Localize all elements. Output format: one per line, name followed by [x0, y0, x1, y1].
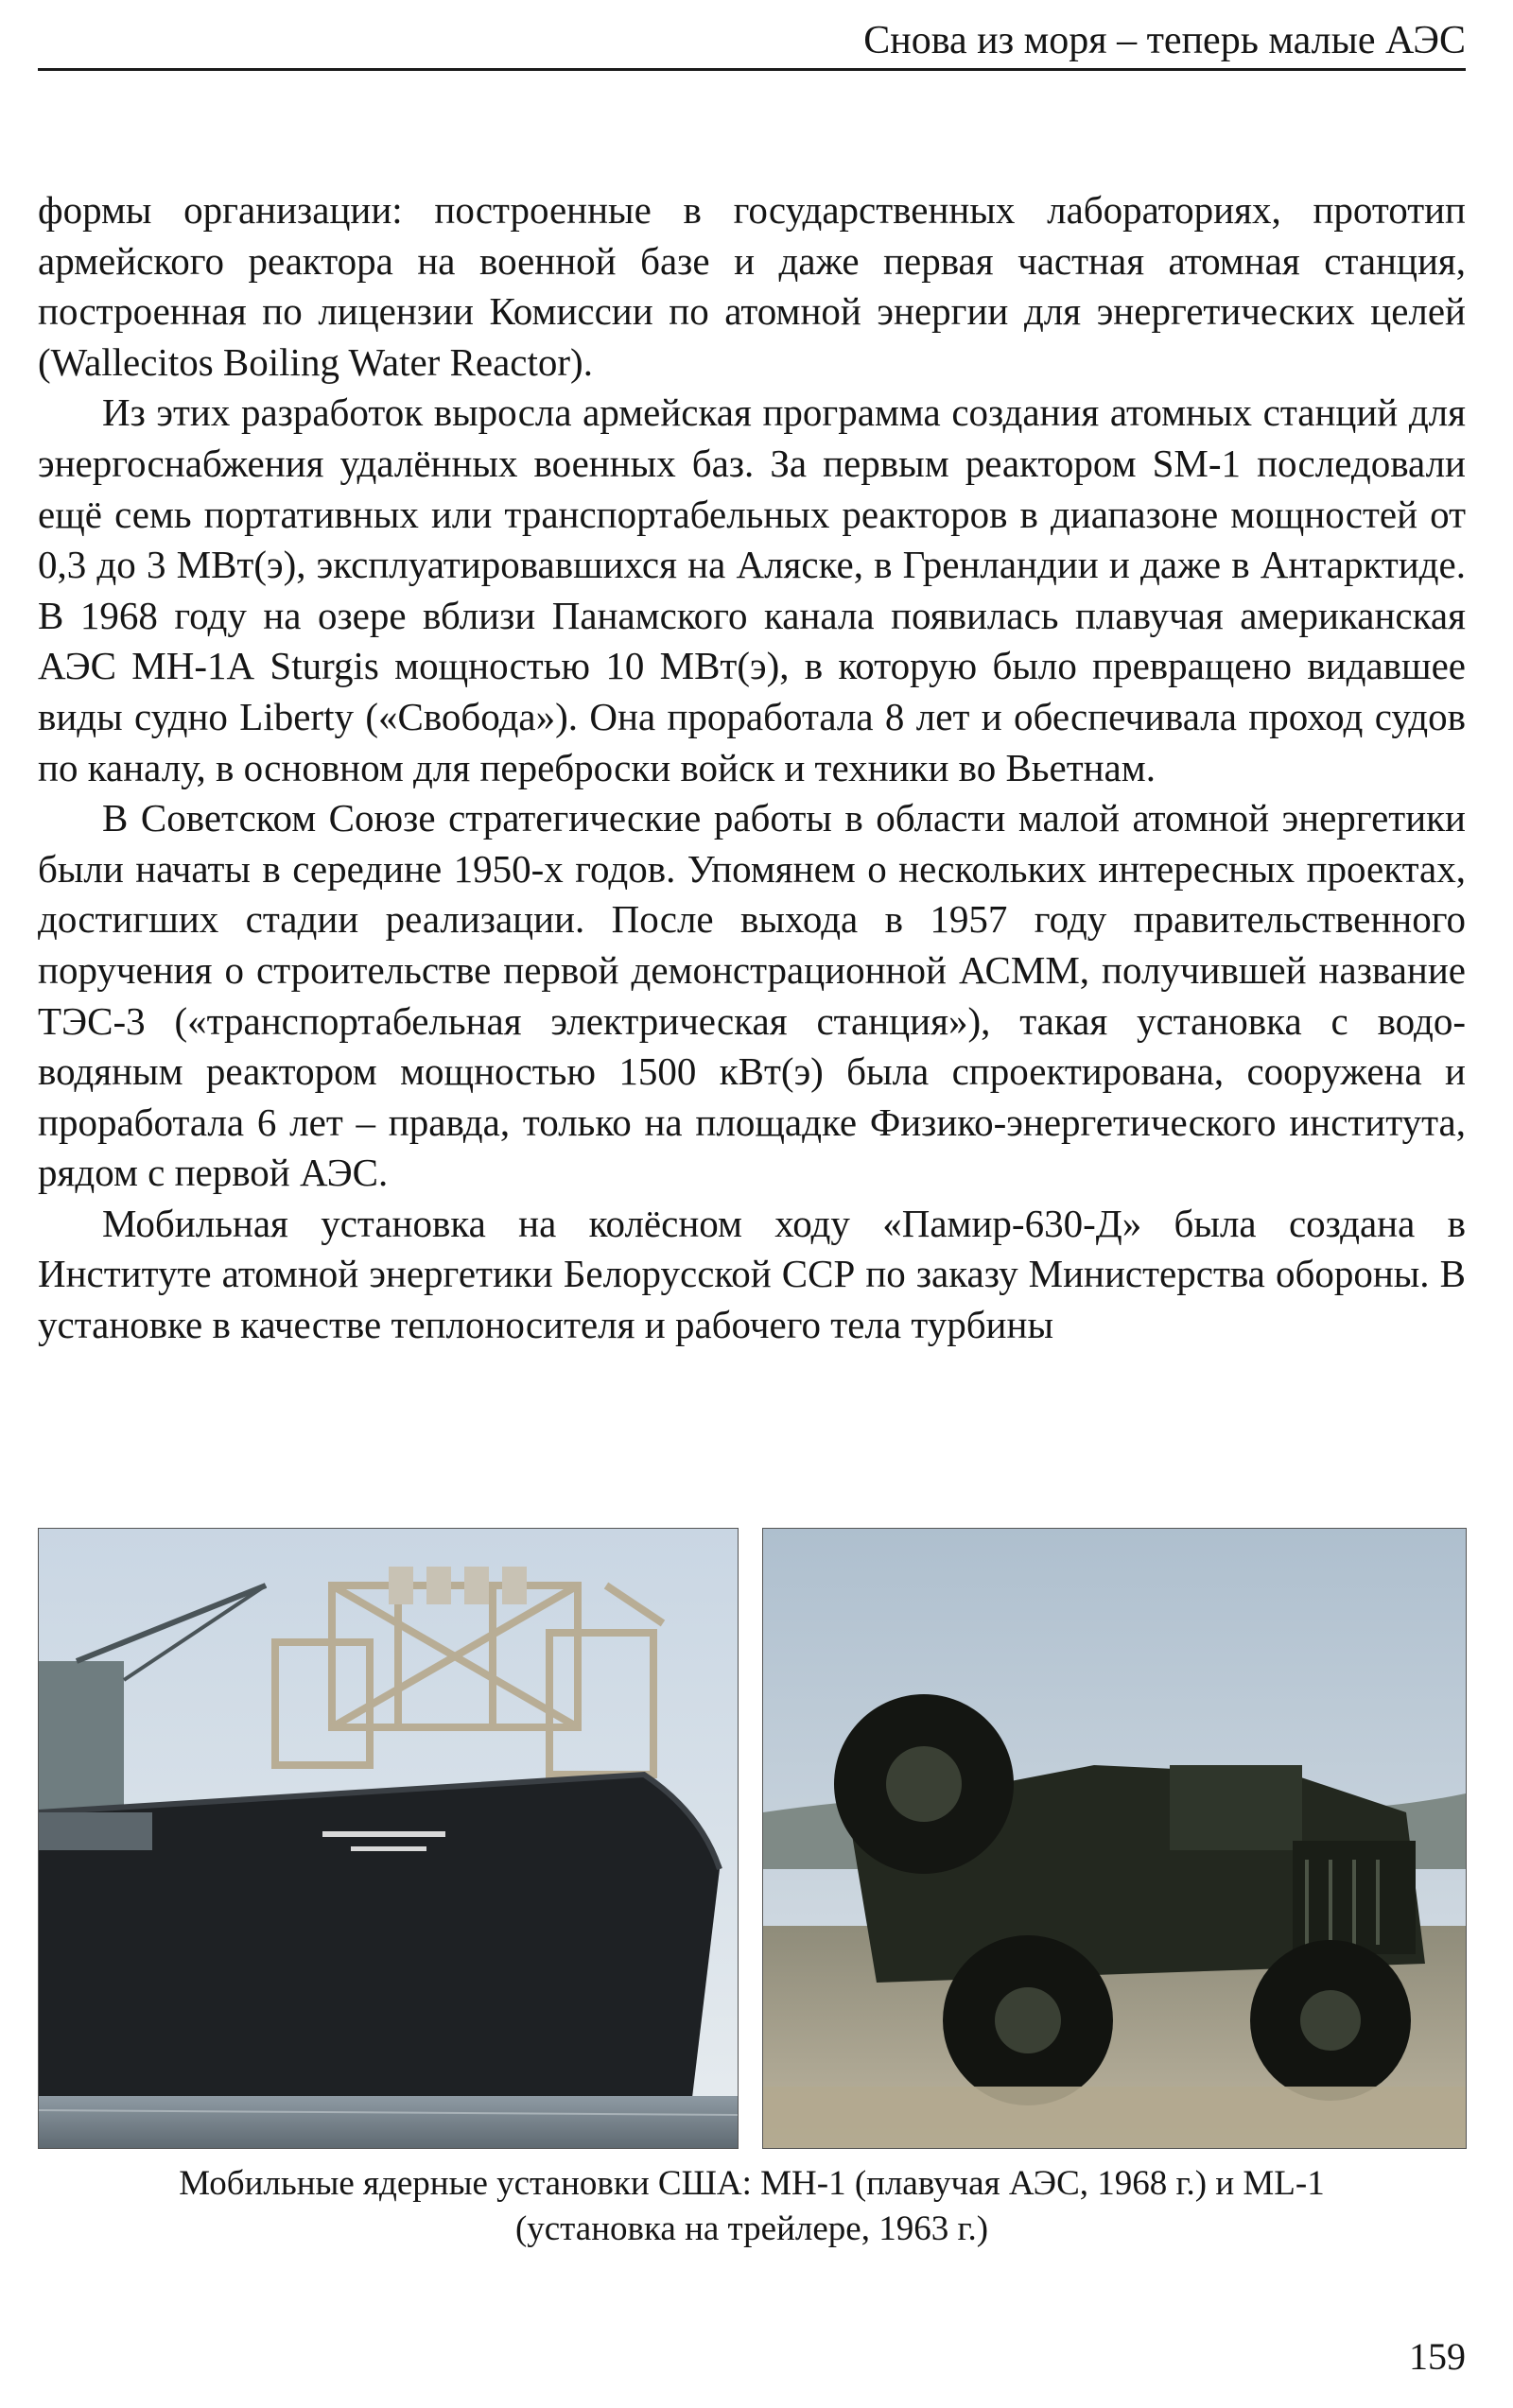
- paragraph-soviet-union: В Советском Союзе стратегические работы в области малой атомной энергетики были начаты в середине 1950-х годов. Упомянем о нескольких интересных проектах, достигших стадии реализации. После выхода в 1957 году правительственного поручения о строительстве первой демонстрационной АСММ, получившей название ТЭС-3 («транспортабельная электрическая станция»), такая установка с водо-водяным реактором мощностью 1500 кВт(э) была спроектирована, сооружена и проработала 6 лет – правда, только на площадке Физико-энергетического института, рядом с первой АЭС.: [38, 796, 1466, 1195]
- paragraph-pamir: Мобильная установка на колёсном ходу «Памир-630-Д» была создана в Институте атомной энергетики Белорусской ССР по заказу Министерства обороны. В установке в качестве теплоносителя и рабочего тела турбины: [38, 1201, 1466, 1347]
- running-head: [38, 13, 1466, 71]
- figure-caption: [38, 2161, 1466, 2252]
- ship-photo: [38, 1528, 739, 2149]
- trailer-plant-truck-illustration: [763, 1529, 1466, 2148]
- running-head-title: Снова из моря – теперь малые АЭС: [863, 19, 1466, 62]
- floating-plant-ship-illustration: [39, 1529, 738, 2148]
- page-number: 159: [1409, 2335, 1466, 2378]
- paragraph-army-program: Из этих разработок выросла армейская программа создания атомных станций для энергоснабжения удалённых военных баз. За первым реактором SM-1 последовали ещё семь портативных или транспортабельных реакторов в диапазоне мощностей от 0,3 до 3 МВт(э), эксплуатировавшихся на Аляске, в Гренландии и даже в Антарктиде. В 1968 году на озере вблизи Панамского канала появилась плавучая американская АЭС МН-1А Sturgis мощностью 10 МВт(э), в которую было превращено видавшее виды судно Liberty («Свобода»). Она проработала 8 лет и обеспечивала проход судов по каналу, в основном для переброски войск и техники во Вьетнам.: [38, 390, 1466, 789]
- caption-line-2: (установка на трейлере, 1963 г.): [514, 2209, 989, 2248]
- caption-line-1: Мобильные ядерные установки США: МН-1 (плавучая АЭС, 1968 г.) и ML-1: [179, 2164, 1325, 2203]
- paragraph-continuation: формы организации: построенные в государственных лабораториях, прототип армейского реактора на военной базе и даже первая частная атомная станция, построенная по лицензии Комиссии по атомной энергии для энергетических целей (Wallecitos Boiling Water Reactor).: [38, 188, 1466, 384]
- truck-photo: [762, 1528, 1467, 2149]
- body-text: [38, 185, 1466, 1351]
